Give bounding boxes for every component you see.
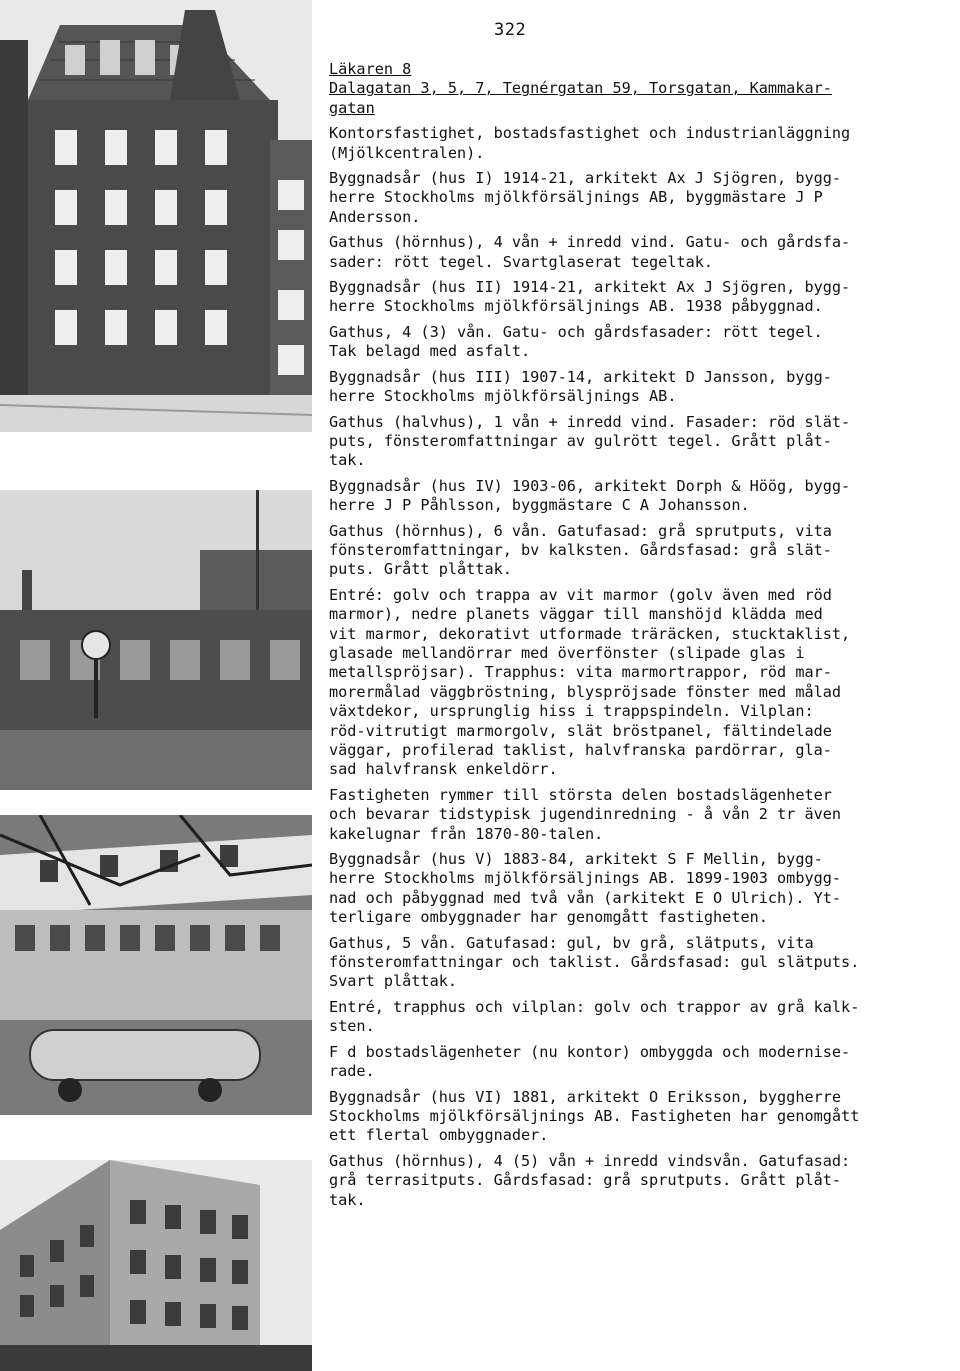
description-paragraphs bbox=[329, 124, 929, 1210]
description-paragraph: Gathus (hörnhus), 6 vån. Gatufasad: grå sprutputs, vita fönsteromfattningar, bv kalksten. Gårdsfasad: grå slät- puts. Grått plåttak. bbox=[329, 521, 832, 579]
description-paragraph: Entré, trapphus och vilplan: golv och trappor av grå kalk- sten. bbox=[329, 997, 860, 1036]
description-paragraph: Byggnadsår (hus VI) 1881, arkitekt O Eriksson, byggherre Stockholms mjölkförsäljnings AB. Fastigheten har genomgått ett flertal ombyggnader. bbox=[329, 1087, 860, 1145]
description-paragraph: Byggnadsår (hus I) 1914-21, arkitekt Ax J Sjögren, bygg- herre Stockholms mjölkförsäljnings AB, byggmästare J P Andersson. bbox=[329, 169, 842, 226]
description-paragraph: Byggnadsår (hus IV) 1903-06, arkitekt Dorph & Höög, bygg- herre J P Påhlsson, byggmästare C A Johansson. bbox=[329, 476, 851, 515]
description-paragraph: Byggnadsår (hus III) 1907-14, arkitekt D Jansson, bygg- herre Stockholms mjölkförsäljnings AB. bbox=[329, 367, 832, 406]
description-paragraph: F d bostadslägenheter (nu kontor) ombyggda och modernise- rade. bbox=[329, 1042, 851, 1081]
photo-rooftops-and-tanker-icon bbox=[0, 815, 312, 1115]
property-heading bbox=[329, 60, 929, 118]
description-paragraph: Fastigheten rymmer till största delen bostadslägenheter och bevarar tidstypisk jugendinredning - å vån 2 tr även kakelugnar från 1870-80-talen. bbox=[329, 785, 842, 843]
property-description bbox=[329, 60, 929, 1216]
description-paragraph: Entré: golv och trappa av vit marmor (golv även med röd marmor), nedre planets väggar till manshöjd klädda med vit marmor, dekorativt utformade träräcken, stucktaklist, glasade mellandörrar med överfönster (slipade glas i metallspröjsar). Trapphus: vita marmortrappor, röd mar- morermålad väggbröstning, blyspröjsade fönster med målad växtdekor, ursprunglig hiss i trappspindeln. Vilplan: röd-vitrutigt marmorgolv, slät bröstpanel, fältindelade väggar, profilerad taklist, halvfranska pardörrar, gla- sad halvfransk enkeldörr. bbox=[329, 585, 851, 779]
description-paragraph: Gathus (hörnhus), 4 (5) vån + inredd vindsvån. Gatufasad: grå terrasitputs. Gårdsfasad: grå sprutputs. Grått plåt- tak. bbox=[329, 1151, 851, 1209]
description-paragraph: Byggnadsår (hus II) 1914-21, arkitekt Ax J Sjögren, bygg- herre Stockholms mjölkförsäljnings AB. 1938 påbyggnad. bbox=[329, 278, 851, 316]
photo-corner-brick-building-icon bbox=[0, 0, 312, 432]
photo-corner-apartment-building-icon bbox=[0, 1160, 312, 1371]
description-paragraph: Byggnadsår (hus V) 1883-84, arkitekt S F Mellin, bygg- herre Stockholms mjölkförsäljnings AB. 1899-1903 ombygg- nad och påbyggnad med två vån (arkitekt E O Ulrich). Yt- terligare ombyggnader har genomgått fastigheten. bbox=[329, 850, 842, 927]
description-paragraph: Kontorsfastighet, bostadsfastighet och industrianläggning (Mjölkcentralen). bbox=[329, 124, 851, 162]
description-paragraph: Gathus, 4 (3) vån. Gatu- och gårdsfasader: rött tegel. Tak belagd med asfalt. bbox=[329, 322, 823, 361]
page-number: 322 bbox=[494, 20, 527, 40]
description-paragraph: Gathus (hörnhus), 4 vån + inredd vind. Gatu- och gårdsfa- sader: rött tegel. Svartglaserat tegeltak. bbox=[329, 233, 851, 271]
description-paragraph: Gathus, 5 vån. Gatufasad: gul, bv grå, slätputs, vita fönsteromfattningar och taklist. Gårdsfasad: gul slätputs. Svart plåttak. bbox=[329, 933, 860, 991]
property-address: Dalagatan 3, 5, 7, Tegnérgatan 59, Torsgatan, Kammakar- gatan bbox=[329, 79, 832, 117]
description-paragraph: Gathus (halvhus), 1 vån + inredd vind. Fasader: röd slät- puts, fönsteromfattningar av gulrött tegel. Grått plåt- tak. bbox=[329, 412, 851, 470]
photo-industrial-courtyard-icon bbox=[0, 490, 312, 790]
property-title: Läkaren 8 bbox=[329, 60, 412, 78]
